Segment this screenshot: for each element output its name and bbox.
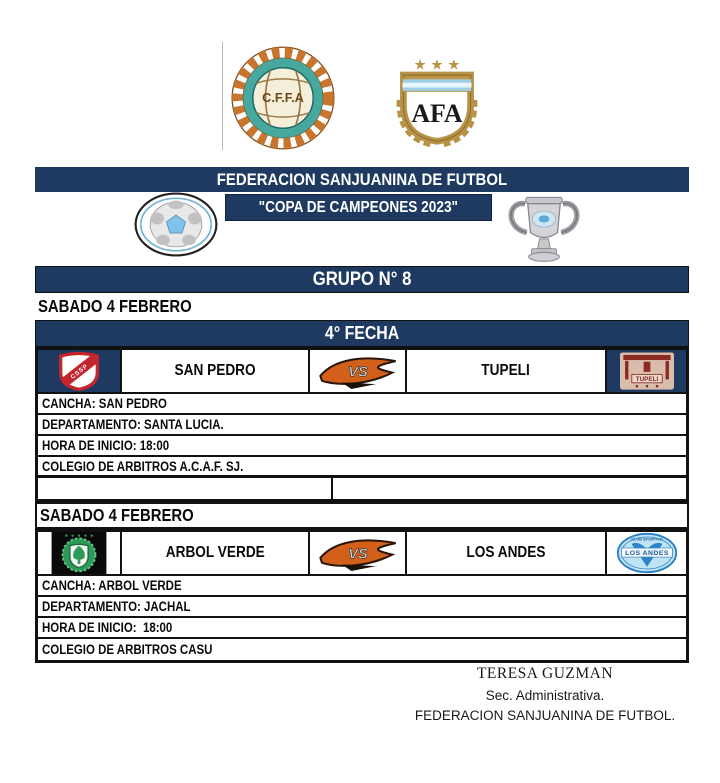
- home-team-name-2: ARBOL VERDE: [165, 544, 265, 561]
- afa-stars: ★ ★ ★: [413, 57, 461, 74]
- vs-cell-2: [310, 532, 407, 574]
- detail-hora-1: [38, 436, 686, 457]
- spacer-row: [38, 478, 686, 499]
- detail-cancha-1-text: CANCHA: SAN PEDRO: [42, 396, 167, 411]
- detail-departamento-1-text: DEPARTAMENTO: SANTA LUCIA.: [42, 417, 224, 432]
- vs-icon: [317, 353, 399, 389]
- vs-text: VS: [347, 546, 368, 563]
- federation-banner-text: FEDERACION SANJUANINA DE FUTBOL: [216, 169, 508, 189]
- trophy-icon: [503, 192, 585, 264]
- group-banner: [35, 266, 689, 293]
- match-row-2: [38, 532, 686, 576]
- vs-cell: [310, 350, 407, 392]
- signatory-role: Sec. Administrativa.: [485, 688, 605, 703]
- round-banner-text: 4° FECHA: [324, 323, 400, 343]
- away-crest-cell-2: [607, 532, 686, 574]
- home-team-cell: [122, 350, 310, 392]
- cup-title-text: "COPA DE CAMPEONES 2023": [258, 198, 459, 216]
- detail-arbitros-1: [38, 457, 686, 478]
- match-table-1: [35, 347, 689, 502]
- los-andes-text: LOS ANDES: [624, 549, 669, 557]
- home-team-cell-2: [122, 532, 310, 574]
- away-team-cell-2: [407, 532, 607, 574]
- logo-box-edge: [222, 42, 223, 150]
- tupeli-crest-icon: [620, 352, 674, 390]
- match-date-2: [35, 502, 689, 529]
- detail-cancha-1: [38, 394, 686, 415]
- match-date-2-text: SABADO 4 FEBRERO: [40, 505, 194, 525]
- tupeli-crest-text: TUPELI: [635, 376, 658, 384]
- detail-cancha-2-text: CANCHA: ARBOL VERDE: [42, 578, 182, 593]
- cefa-logo-icon: [227, 45, 339, 151]
- san-pedro-crest-text: CSSP: [69, 362, 90, 381]
- detail-departamento-1: [38, 415, 686, 436]
- detail-cancha-2: [38, 576, 686, 597]
- los-andes-crest-icon: [614, 532, 680, 574]
- detail-hora-1-text: HORA DE INICIO: 18:00: [42, 438, 170, 453]
- san-pedro-crest-icon: [54, 351, 104, 391]
- signatory-name: TERESA GUZMAN: [476, 665, 614, 682]
- vs-icon: [317, 535, 399, 571]
- detail-departamento-2-text: DEPARTAMENTO: JACHAL: [42, 599, 191, 614]
- cup-title-box: [225, 194, 492, 221]
- match-date-1: [35, 293, 689, 320]
- detail-hora-2-text: HORA DE INICIO: 18:00: [42, 620, 173, 635]
- home-crest-cell: [38, 350, 122, 392]
- away-crest-cell: [607, 350, 686, 392]
- vs-text: VS: [347, 364, 368, 381]
- los-andes-top-text: CLUB SPORTIVO: [630, 537, 663, 542]
- afa-logo-icon: [384, 52, 490, 148]
- arbol-verde-crest-icon: [51, 532, 107, 574]
- cefa-logo-text: C.F.F.A: [262, 90, 304, 106]
- round-banner: [35, 320, 689, 347]
- signatory-org: FEDERACION SANJUANINA DE FUTBOL.: [414, 708, 676, 723]
- federation-banner: [35, 167, 689, 192]
- afa-logo-text: AFA: [411, 99, 463, 129]
- detail-arbitros-2-text: COLEGIO DE ARBITROS CASU: [42, 642, 213, 657]
- detail-departamento-2: [38, 597, 686, 618]
- match-date-1-text: SABADO 4 FEBRERO: [38, 296, 192, 316]
- home-crest-cell-2: [38, 532, 122, 574]
- stray-divider: [331, 478, 333, 499]
- detail-arbitros-2: [38, 639, 686, 660]
- signature-block: [395, 665, 695, 723]
- detail-arbitros-1-text: COLEGIO DE ARBITROS A.C.A.F. SJ.: [42, 458, 244, 474]
- group-banner-text: GRUPO N° 8: [312, 268, 412, 290]
- away-team-name-2: LOS ANDES: [466, 544, 546, 561]
- away-team-name: TUPELI: [481, 362, 531, 379]
- away-team-cell: [407, 350, 607, 392]
- match-table-2: [35, 529, 689, 663]
- detail-hora-2: [38, 618, 686, 639]
- fixtures-block: [35, 266, 689, 663]
- federacion-sanjuanina-logo-icon: [133, 191, 219, 258]
- match-row-1: [38, 350, 686, 394]
- home-team-name: SAN PEDRO: [174, 362, 256, 379]
